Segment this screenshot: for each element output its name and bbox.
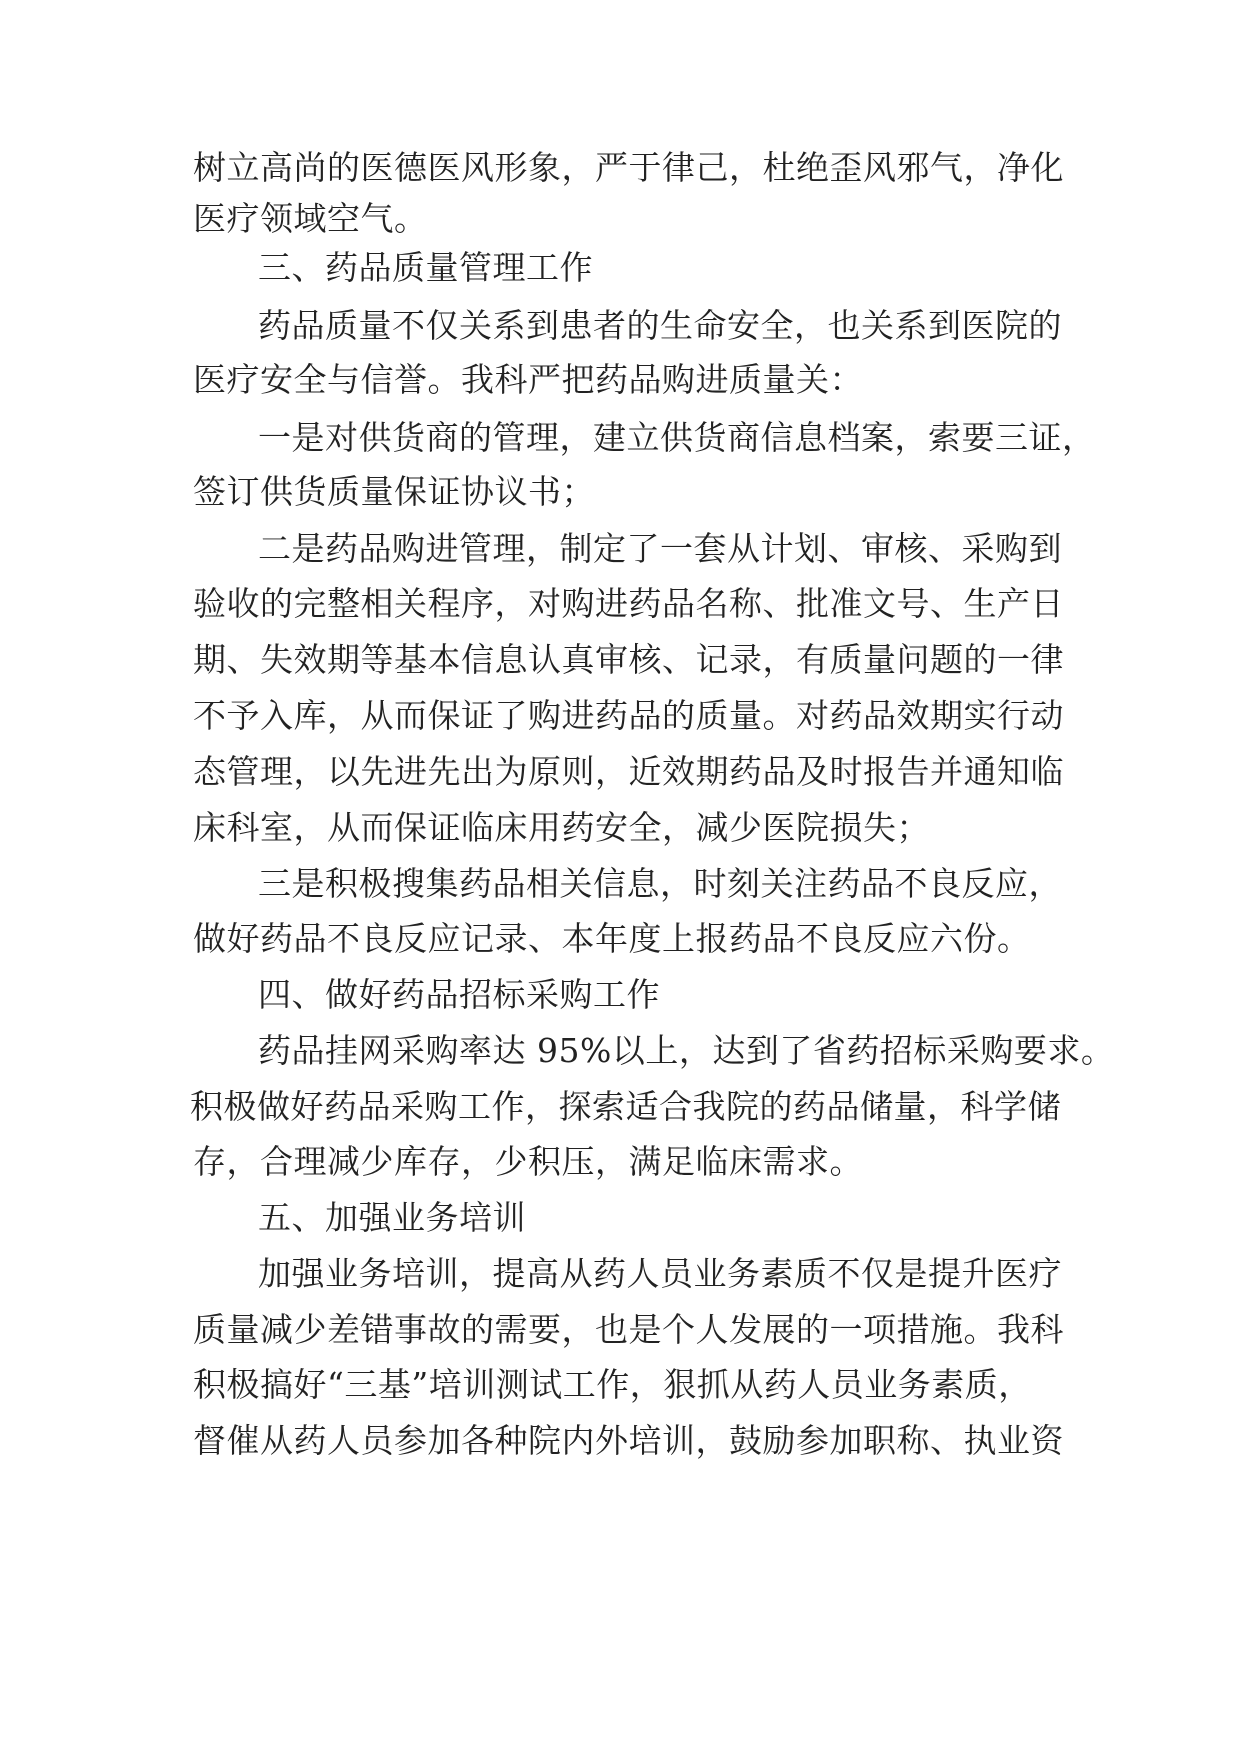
paragraph-line: 药品质量不仅关系到患者的生命安全，也关系到医院的	[258, 306, 1062, 345]
paragraph-line: 医疗安全与信誉。我科严把药品购进质量关：	[193, 360, 863, 399]
section-heading-4: 四、做好药品招标采购工作	[258, 975, 660, 1014]
paragraph-line: 不予入库，从而保证了购进药品的质量。对药品效期实行动	[193, 696, 1064, 735]
paragraph-line: 加强业务培训，提高从药人员业务素质不仅是提升医疗	[258, 1254, 1062, 1293]
paragraph-line: 积极做好药品采购工作，探索适合我院的药品储量，科学储	[190, 1087, 1061, 1126]
paragraph-line: 积极搞好“三基”培训测试工作，狠抓从药人员业务素质，	[193, 1365, 1032, 1404]
paragraph-line: 验收的完整相关程序，对购进药品名称、批准文号、生产日	[193, 584, 1064, 623]
paragraph-line: 质量减少差错事故的需要，也是个人发展的一项措施。我科	[193, 1310, 1064, 1349]
paragraph-line: 医疗领域空气。	[193, 199, 428, 238]
paragraph-line: 态管理，以先进先出为原则，近效期药品及时报告并通知临	[193, 752, 1064, 791]
paragraph-line: 做好药品不良反应记录、本年度上报药品不良反应六份。	[193, 919, 1031, 958]
paragraph-line: 督催从药人员参加各种院内外培训，鼓励参加职称、执业资	[193, 1421, 1064, 1460]
paragraph-line: 签订供货质量保证协议书；	[193, 472, 595, 511]
paragraph-line: 床科室，从而保证临床用药安全，减少医院损失；	[193, 808, 930, 847]
paragraph-line: 药品挂网采购率达 95%以上，达到了省药招标采购要求。	[258, 1031, 1115, 1070]
paragraph-line: 树立高尚的医德医风形象，严于律己，杜绝歪风邪气，净化	[193, 148, 1064, 187]
section-heading-3: 三、药品质量管理工作	[258, 248, 593, 287]
paragraph-line: 期、失效期等基本信息认真审核、记录，有质量问题的一律	[193, 640, 1064, 679]
paragraph-line: 一是对供货商的管理，建立供货商信息档案，索要三证，	[258, 418, 1096, 457]
paragraph-line: 二是药品购进管理，制定了一套从计划、审核、采购到	[258, 529, 1062, 568]
paragraph-line: 三是积极搜集药品相关信息，时刻关注药品不良反应，	[258, 864, 1062, 903]
paragraph-line: 存，合理减少库存，少积压，满足临床需求。	[193, 1142, 863, 1181]
section-heading-5: 五、加强业务培训	[258, 1198, 526, 1237]
